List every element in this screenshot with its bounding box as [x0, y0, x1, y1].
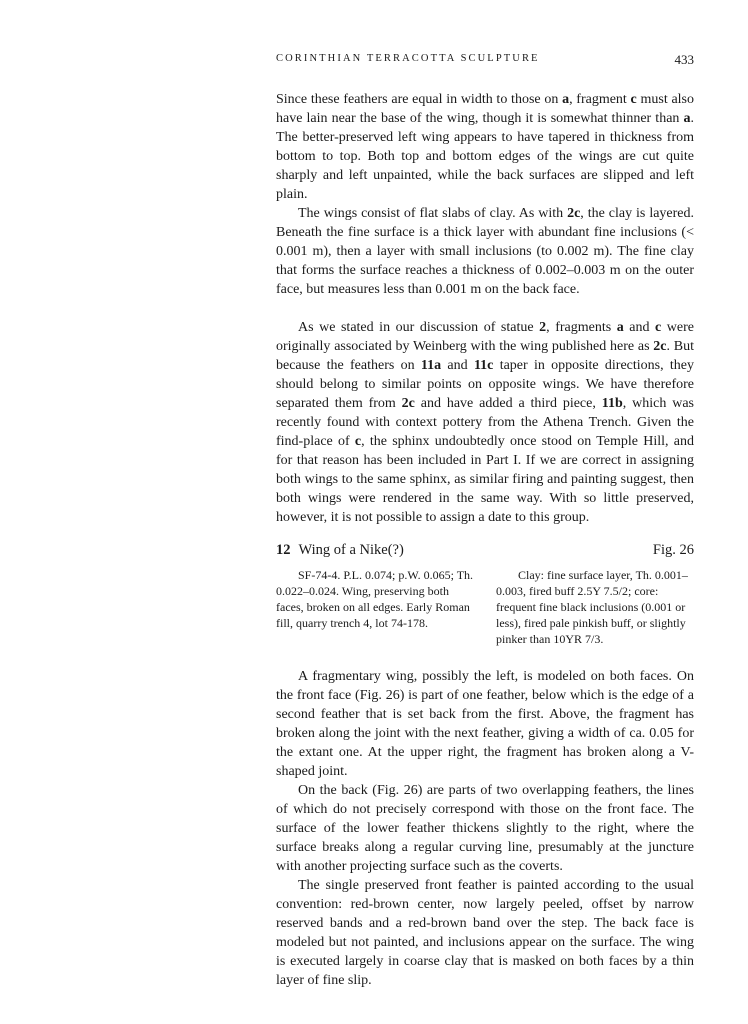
figure-reference: Fig. 26 [652, 542, 694, 558]
entry-title: Wing of a Nike(?) [298, 542, 404, 558]
entry-number: 12 [276, 542, 291, 558]
body-paragraph-3: As we stated in our discussion of statue 2, fragments a and c were originally associated by Weinberg with the wing published here as 2c. But because the feathers on 11a and 11c taper in opposite directions, they should belong to similar points on opposite wings. We have therefore separated them from 2c and have added a third piece, 11b, which was recently found with context pottery from the Athena Trench. Given the find-place of c, the sphinx undoubtedly once stood on Temple Hill, and for that reason has been included in Part I. If we are correct in assigning both wings to the same sphinx, as similar firing and painting suggest, then both wings were rendered in the same way. With so little preserved, however, it is not possible to assign a date to this group. [276, 320, 695, 525]
catalog-column-left [276, 567, 474, 647]
entry-paragraph-3: The single preserved front feather is painted according to the usual convention: red-brown center, now largely peeled, offset by narrow reserved bands and a red-brown band over the step. The back face is modeled but not painted, and inclusions appear on the surface. The wing is executed largely in coarse clay that is masked on both faces by a thin layer of fine slip. [276, 878, 694, 988]
entry-paragraph-2: On the back (Fig. 26) are parts of two overlapping feathers, the lines of which do not precisely correspond with those on the front face. The surface of the lower feather thickens slightly to the right, where the surface breaks along a regular curving line, presumably at the juncture with another projecting surface such as the coverts. [276, 783, 694, 874]
catalog-entry-heading [276, 542, 694, 562]
page-number: 433 [674, 52, 694, 67]
catalog-details [276, 567, 694, 647]
body-paragraph-2: The wings consist of flat slabs of clay. As with 2c, the clay is layered. Beneath the fine surface is a thick layer with abundant fine inclusions (< 0.001 m), then a layer with small inclusions (to 0.002 m). The fine clay that forms the surface reaches a thickness of 0.002–0.003 m on the outer face, but measures less than 0.001 m on the back face. [276, 206, 695, 297]
running-head [276, 53, 694, 69]
catalog-clay-description: Clay: fine surface layer, Th. 0.001–0.003, fired buff 2.5Y 7.5/2; core: frequent fine black inclusions (0.001 or less), fired pale pinkish buff, or slightly pinker than 10YR 7/3. [496, 568, 688, 646]
entry-paragraph-1: A fragmentary wing, possibly the left, is modeled on both faces. On the front face (Fig. 26) is part of one feather, below which is the edge of a second feather that is set back from the first. Above, the fragment has broken along the joint with the next feather, giving a width of ca. 0.05 for the extant one. At the upper right, the fragment has broken along a V-shaped joint. [276, 669, 694, 779]
catalog-measurements: SF-74-4. P.L. 0.074; p.W. 0.065; Th. 0.022–0.024. Wing, preserving both faces, broken on all edges. Early Roman fill, quarry trench 4, lot 74-178. [276, 568, 474, 630]
page-content [276, 90, 694, 990]
catalog-column-right [496, 567, 694, 647]
running-title: CORINTHIAN TERRACOTTA SCULPTURE [276, 53, 540, 64]
body-paragraph-1: Since these feathers are equal in width to those on a, fragment c must also have lain near the base of the wing, though it is somewhat thinner than a. The better-preserved left wing appears to have tapered in thickness from bottom to top. Both top and bottom edges of the wings are cut quite sharply and left unpainted, while the back surfaces are slipped and left plain. [276, 92, 694, 202]
